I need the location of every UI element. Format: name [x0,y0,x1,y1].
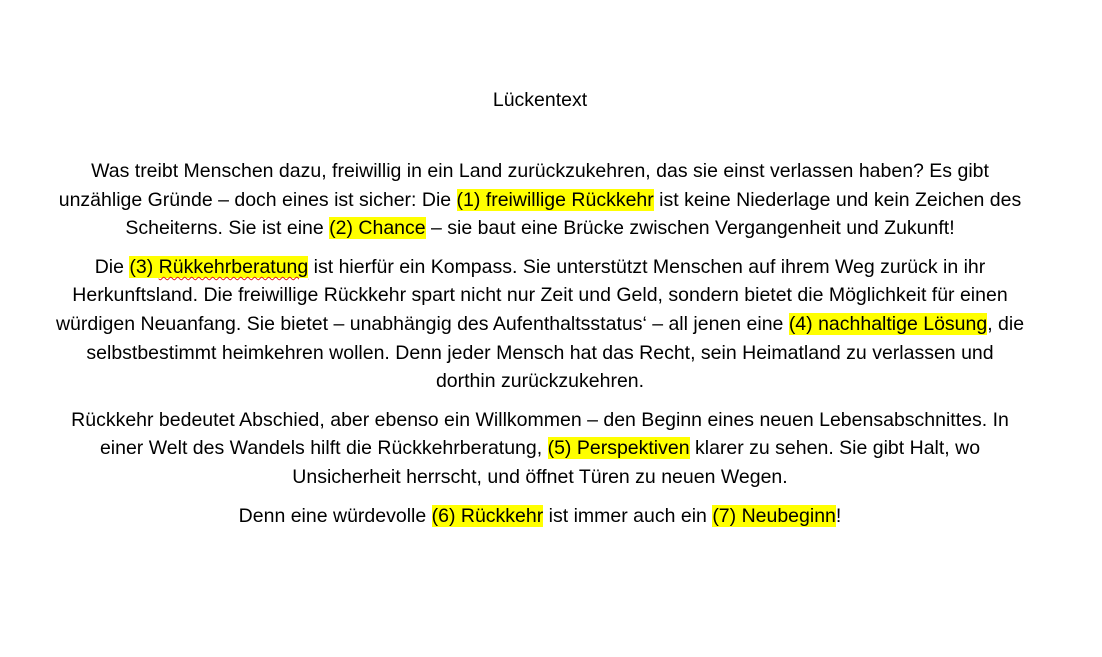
highlighted-misspelled-word: Rükkehrberatung [158,255,309,278]
highlighted-answer: (7) Neubeginn [712,504,836,527]
highlighted-answer: (5) Perspektiven [547,437,690,460]
text-run: , die selbstbestimmt heimkehren wollen. Denn jeder Mensch hat das Recht, sein Heimatland zu verlassen und dorthin zurückzukehren. [86,312,1025,393]
paragraph-4 [55,502,1025,531]
paragraph-2 [55,253,1025,396]
highlighted-answer: (6) Rückkehr [431,504,544,527]
text-run: ist keine Niederlage und kein Zeichen des Scheiterns. Sie ist eine [125,188,1022,240]
paragraph-3 [55,406,1025,492]
document-body [55,157,1025,530]
highlighted-answer: (1) freiwillige Rückkehr [456,188,654,211]
text-run: Was treibt Menschen dazu, freiwillig in ein Land zurückzukehren, das sie einst verlassen haben? Es gibt unzählige Gründe – doch eines ist sicher: Die [58,160,989,211]
text-run: Die [94,255,130,278]
highlighted-answer: (3) [129,255,159,278]
document-page [55,86,1025,540]
paragraph-1 [55,157,1025,243]
text-run: – sie baut eine Brücke zwischen Vergangenheit und Zukunft! [425,217,955,240]
highlighted-answer: (2) Chance [329,217,426,240]
text-run: ist immer auch ein [543,504,713,527]
document-title: Lückentext [492,89,588,111]
text-run: ! [835,504,842,527]
text-run: Denn eine würdevolle [238,504,432,527]
text-run: ist hierfür ein Kompass. Sie unterstützt Menschen auf ihrem Weg zurück in ihr Herkunftsland. Die freiwillige Rückkehr spart nicht nur Zeit und Geld, sondern bietet die Möglichkeit für einen würdigen Neuanfang. Sie bietet – unabhängig des Aufenthaltsstatus‘ – all jenen eine [55,255,1008,335]
text-run: klarer zu sehen. Sie gibt Halt, wo Unsicherheit herrscht, und öffnet Türen zu neuen Wegen. [292,437,981,488]
text-run: Rückkehr bedeutet Abschied, aber ebenso ein Willkommen – den Beginn eines neuen Lebensabschnittes. In einer Welt des Wandels hilft die Rückkehrberatung, [71,408,1009,460]
highlighted-answer: (4) nachhaltige Lösung [788,312,988,335]
